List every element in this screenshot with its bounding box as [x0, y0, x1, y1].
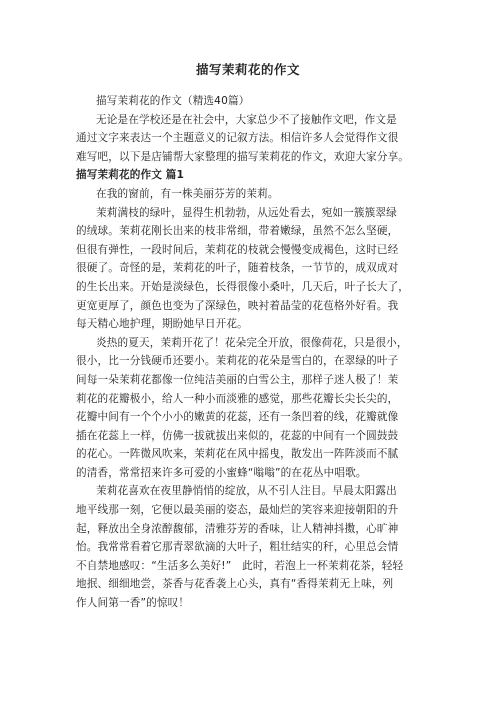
body-line: 茉莉满枝的绿叶，显得生机勃勃，从远处看去，宛如一簇簇翠绿 — [96, 206, 397, 219]
body-line: 很硬了。奇怪的是，茉莉花的叶子，随着枝条，一节节的，成双成对 — [76, 262, 399, 275]
body-line: 每天精心地护理，期盼她早日开花。 — [76, 318, 248, 331]
body-line: 的绒球。茉莉花刚长出来的枝非常细，带着嫩绿，虽然不怎么坚硬， — [76, 225, 399, 238]
body-line: 描写茉莉花的作文（精选40篇） — [96, 95, 250, 107]
body-line: 的清香，常常招来许多可爱的小蜜蜂“嗡嗡”的在花丛中唱歌。 — [76, 466, 367, 479]
body-line: 地平线那一刻，它便以最美丽的姿态，最灿烂的笑容来迎接朝阳的升 — [76, 504, 399, 517]
document-title: 描写茉莉花的作文 — [195, 62, 300, 77]
body-line: 但很有弹性，一段时间后，茉莉花的枝就会慢慢变成褐色，这时已经 — [76, 243, 399, 256]
body-line: 莉花的花瓣极小，给人一种小而淡雅的感觉，那些花瓣长尖长尖的， — [76, 392, 399, 405]
body-line: 间每一朵茉莉花都像一位纯洁美丽的白雪公主，那样子迷人极了！茉 — [76, 373, 399, 386]
section-heading: 描写茉莉花的作文 篇1 — [76, 169, 185, 182]
body-line: 更宽更厚了，颜色也变为了深绿色，映衬着晶莹的花苞格外好看。我 — [76, 299, 399, 312]
body-line: 地抿、细细地尝，茶香与花香袭上心头，真有“香得茉莉无上味，列 — [76, 578, 394, 591]
body-line: 的花心。一阵微风吹来，茉莉花在风中摇曳，散发出一阵阵淡而不腻 — [76, 448, 399, 461]
body-line: 花瓣中间有一个个小小的嫩黄的花蕊，还有一条凹着的线，花瓣就像 — [76, 411, 399, 424]
body-line: 作人间第一香”的惊叹！ — [76, 597, 190, 610]
body-line: 很小，比一分钱硬币还要小。茉莉花的花朵是雪白的，在翠绿的叶子 — [76, 355, 399, 368]
body-line: 起，释放出全身浓醇馥郁，清雅芬芳的香味，让人精神抖擞，心旷神 — [76, 522, 399, 535]
body-line: 插在花蕊上一样，仿佛一拔就拔出来似的，花蕊的中间有一个圆鼓鼓 — [76, 429, 399, 442]
body-line: 炎热的夏天，茉莉开花了！花朵完全开放，很像荷花，只是很小， — [96, 336, 408, 349]
body-line: 不自禁地感叹：“生活多么美好!” 此时，若泡上一杯茉莉花茶，轻轻 — [76, 559, 404, 572]
body-line: 在我的窗前，有一株美丽芬芳的茉莉。 — [96, 187, 279, 200]
body-line: 难写吧，以下是店铺帮大家整理的描写茉莉花的作文，欢迎大家分享。 — [76, 150, 410, 163]
document-page — [76, 0, 420, 613]
document-body — [76, 92, 420, 613]
body-line: 的生长出来。开始是淡绿色，长得很像小桑叶，几天后，叶子长大了， — [76, 280, 410, 293]
body-line: 怡。我常常看着它那青翠欲滴的大叶子，粗壮结实的秆，心里总会情 — [76, 541, 399, 554]
body-line: 通过文字来表达一个主题意义的记叙方法。相信许多人会觉得作文很 — [76, 132, 399, 145]
body-line: 茉莉花喜欢在夜里静悄悄的绽放，从不引人注目。早晨太阳露出 — [96, 485, 397, 498]
body-line: 无论是在学校还是在社会中，大家总少不了接触作文吧，作文是 — [96, 113, 397, 126]
